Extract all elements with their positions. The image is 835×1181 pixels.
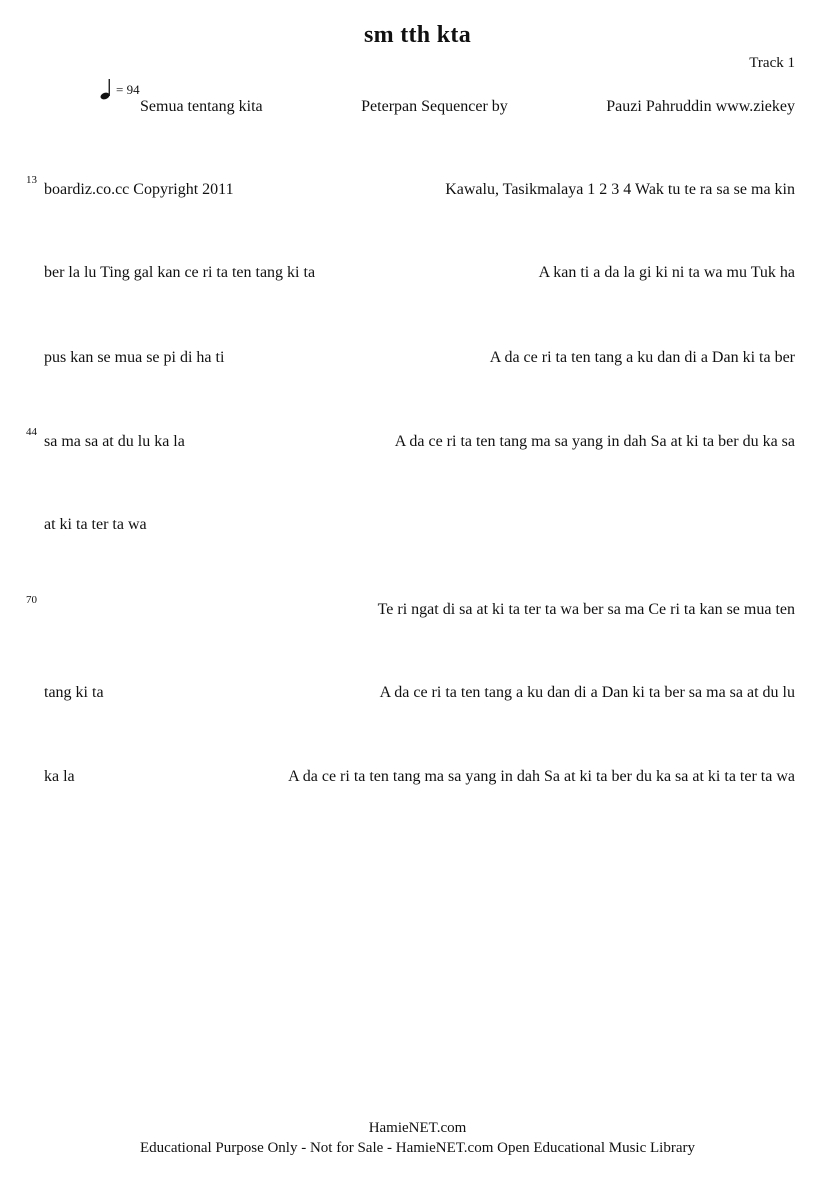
measure-number: 70 <box>26 594 37 606</box>
lyric-segment: ka la <box>44 768 75 785</box>
lyric-system <box>0 426 835 457</box>
lyric-line <box>44 601 795 619</box>
tempo-value: = 94 <box>116 82 140 97</box>
lyric-system <box>0 174 835 205</box>
lyric-segment: pus kan se mua se pi di ha ti <box>44 349 225 366</box>
lyric-system <box>0 264 835 288</box>
lyric-line <box>44 684 795 702</box>
lyric-segment: Semua tentang kita <box>140 98 263 115</box>
lyric-system <box>0 684 835 708</box>
lyric-segment: ber la lu Ting gal kan ce ri ta ten tang ki ta <box>44 264 316 281</box>
lyric-segment: Kawalu, Tasikmalaya 1 2 3 4 Wak tu te ra sa se ma kin <box>445 181 795 198</box>
lyric-segment: A da ce ri ta ten tang a ku dan di a Dan ki ta ber <box>489 349 795 366</box>
lyric-segment: sa ma sa at du lu ka la <box>44 433 185 450</box>
lyric-segment: A da ce ri ta ten tang ma sa yang in dah Sa at ki ta ber du ka sa at ki ta ter ta wa <box>288 768 795 785</box>
lyric-system <box>0 768 835 792</box>
lyric-segment: tang ki ta <box>44 684 104 701</box>
lyric-line <box>44 181 795 199</box>
lyric-segment: Te ri ngat di sa at ki ta ter ta wa ber sa ma Ce ri ta kan se mua ten <box>377 601 795 618</box>
lyric-line <box>44 349 795 367</box>
lyric-segment: at ki ta ter ta wa <box>44 516 147 533</box>
score-title: sm tth kta <box>363 22 471 48</box>
lyric-system <box>0 349 835 373</box>
lyric-line <box>140 98 795 116</box>
quarter-note-icon <box>100 78 114 100</box>
lyric-segment: A da ce ri ta ten tang a ku dan di a Dan ki ta ber sa ma sa at du lu <box>379 684 795 701</box>
measure-number: 44 <box>26 426 37 438</box>
lyric-line <box>44 433 795 451</box>
track-label: Track 1 <box>749 55 795 71</box>
lyric-line <box>44 516 795 534</box>
lyric-segment: Pauzi Pahruddin www.ziekey <box>606 98 795 115</box>
lyric-line <box>44 768 795 786</box>
footer-site: HamieNET.com <box>368 1120 467 1136</box>
lyric-line <box>44 264 795 282</box>
lyric-segment: Peterpan Sequencer by <box>361 98 508 115</box>
lyric-system <box>0 98 835 122</box>
lyric-system <box>0 594 835 625</box>
lyric-system <box>0 516 835 540</box>
lyric-segment: A da ce ri ta ten tang ma sa yang in dah Sa at ki ta ber du ka sa <box>394 433 795 450</box>
lyric-segment: A kan ti a da la gi ki ni ta wa mu Tuk ha <box>538 264 795 281</box>
measure-number: 13 <box>26 174 37 186</box>
lyric-segment: boardiz.co.cc Copyright 2011 <box>44 181 234 198</box>
footer-notice: Educational Purpose Only - Not for Sale - HamieNET.com Open Educational Music Library <box>140 1140 695 1156</box>
